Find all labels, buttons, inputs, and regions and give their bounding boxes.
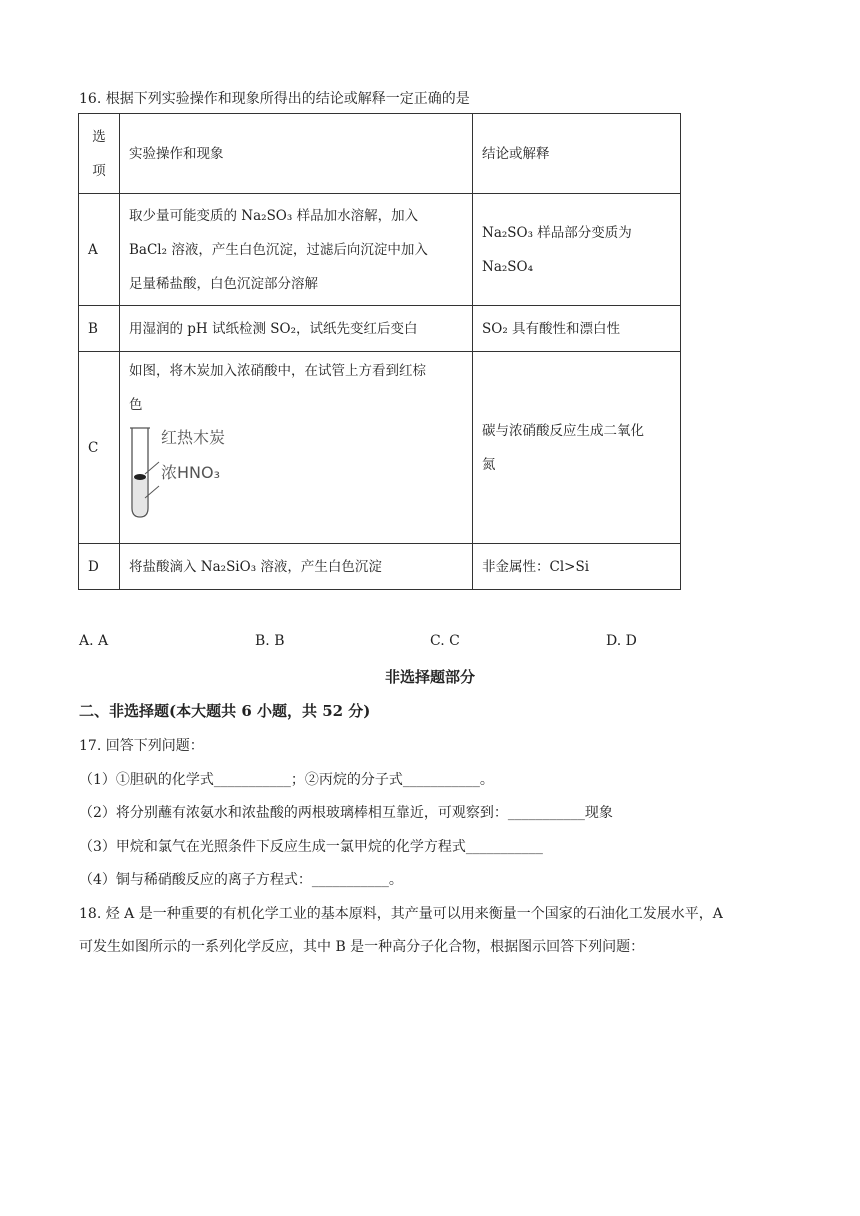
choice-c[interactable]: C. C <box>430 633 460 649</box>
q17-item: （4）铜与稀硝酸反应的离子方程式：___________。 <box>79 872 403 888</box>
table-row-d <box>79 544 681 590</box>
choice-d[interactable]: D. D <box>606 633 637 649</box>
experiment-options-table <box>78 113 681 590</box>
row-operation <box>120 352 473 544</box>
choice-b[interactable]: B. B <box>255 633 285 649</box>
row-option: B <box>79 306 120 352</box>
conclusion-line: Na₂SO₃ 样品部分变质为 <box>482 224 632 241</box>
operation-line: 色 <box>129 397 143 413</box>
question-16-title: 16. 根据下列实验操作和现象所得出的结论或解释一定正确的是 <box>79 91 470 107</box>
row-conclusion: 非金属性：Cl>Si <box>473 544 681 590</box>
section-2-heading: 二、非选择题(本大题共 6 小题，共 52 分) <box>79 702 371 720</box>
header-operation: 实验操作和现象 <box>120 114 473 194</box>
q17-item: （2）将分别蘸有浓氨水和浓盐酸的两根玻璃棒相互靠近，可观察到：___________现象 <box>79 805 613 821</box>
header-conclusion: 结论或解释 <box>473 114 681 194</box>
header-option-line: 选 <box>92 128 106 145</box>
q17-item: （1）①胆矾的化学式___________；②丙烷的分子式___________。 <box>79 772 494 788</box>
choice-a[interactable]: A. A <box>79 633 109 649</box>
table-header-row <box>79 114 681 194</box>
row-conclusion: SO₂ 具有酸性和漂白性 <box>473 306 681 352</box>
header-option-line: 项 <box>92 162 106 179</box>
question-17-title: 17. 回答下列问题： <box>79 738 204 754</box>
row-operation <box>120 194 473 306</box>
operation-line: 足量稀盐酸，白色沉淀部分溶解 <box>129 275 318 292</box>
section-title: 非选择题部分 <box>384 668 475 686</box>
row-option: D <box>79 544 120 590</box>
conclusion-line: Na₂SO₄ <box>482 258 534 275</box>
table-row-b <box>79 306 681 352</box>
conclusion-line: 氮 <box>482 456 496 473</box>
test-tube-figure <box>129 422 463 520</box>
question-18-line: 18. 烃 A 是一种重要的有机化学工业的基本原料，其产量可以用来衡量一个国家的石油化工发展水平，A <box>79 906 723 922</box>
acid-label: 浓HNO₃ <box>161 463 221 482</box>
conclusion-line: 碳与浓硝酸反应生成二氧化 <box>482 422 644 439</box>
operation-line: BaCl₂ 溶液，产生白色沉淀，过滤后向沉淀中加入 <box>129 241 428 258</box>
charcoal-label: 红热木炭 <box>161 428 226 447</box>
table-row-c <box>79 352 681 544</box>
row-option: A <box>79 194 120 306</box>
header-option <box>79 114 120 194</box>
q17-item: （3）甲烷和氯气在光照条件下反应生成一氯甲烷的化学方程式___________ <box>79 839 543 855</box>
row-conclusion <box>473 194 681 306</box>
operation-line: 取少量可能变质的 Na₂SO₃ 样品加水溶解，加入 <box>129 207 419 224</box>
table-row-a <box>79 194 681 306</box>
row-option: C <box>79 352 120 544</box>
row-operation: 将盐酸滴入 Na₂SiO₃ 溶液，产生白色沉淀 <box>120 544 473 590</box>
operation-line: 如图，将木炭加入浓硝酸中，在试管上方看到红棕 <box>129 363 426 379</box>
question-18-line: 可发生如图所示的一系列化学反应，其中 B 是一种高分子化合物，根据图示回答下列问题： <box>79 939 645 955</box>
row-operation: 用湿润的 pH 试纸检测 SO₂，试纸先变红后变白 <box>120 306 473 352</box>
row-conclusion <box>473 352 681 544</box>
